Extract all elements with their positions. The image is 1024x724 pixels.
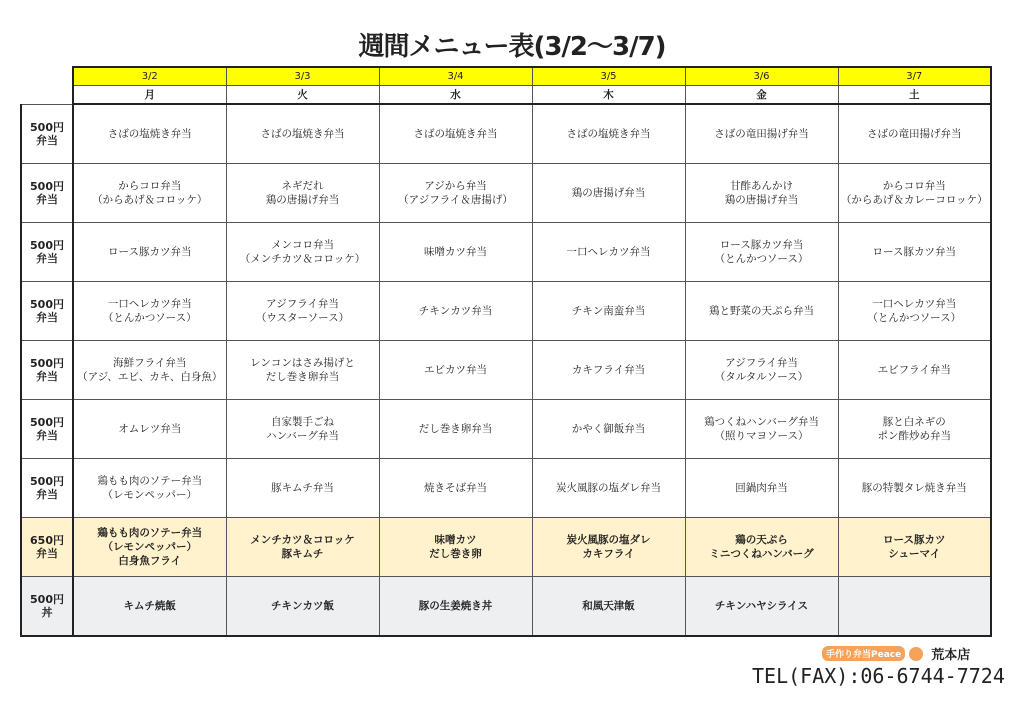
menu-row xyxy=(21,223,991,282)
menu-item: 豚キムチ弁当 xyxy=(226,459,379,518)
price-label: 500円 弁当 xyxy=(21,164,73,223)
date-header: 3/2 xyxy=(73,67,226,86)
price-label: 500円 弁当 xyxy=(21,104,73,164)
menu-item: 味噌カツ だし巻き卵 xyxy=(379,518,532,577)
menu-item: エビフライ弁当 xyxy=(838,341,991,400)
price-label: 500円 弁当 xyxy=(21,400,73,459)
menu-item: からコロ弁当 （からあげ＆コロッケ） xyxy=(73,164,226,223)
menu-item: チキンカツ飯 xyxy=(226,577,379,637)
price-label: 500円 弁当 xyxy=(21,223,73,282)
menu-item: チキンハヤシライス xyxy=(685,577,838,637)
weekday-header: 火 xyxy=(226,86,379,105)
menu-item: 炭火風豚の塩ダレ弁当 xyxy=(532,459,685,518)
menu-item: 炭火風豚の塩ダレ カキフライ xyxy=(532,518,685,577)
menu-item: からコロ弁当 （からあげ＆カレーコロッケ） xyxy=(838,164,991,223)
menu-item: 一口ヘレカツ弁当 （とんかつソース） xyxy=(838,282,991,341)
menu-item: 豚と白ネギの ポン酢炒め弁当 xyxy=(838,400,991,459)
menu-item: 鶏の唐揚げ弁当 xyxy=(532,164,685,223)
menu-item: ロース豚カツ弁当 xyxy=(73,223,226,282)
menu-row xyxy=(21,577,991,637)
menu-item: メンコロ弁当 （メンチカツ＆コロッケ） xyxy=(226,223,379,282)
menu-row xyxy=(21,459,991,518)
menu-item: 鶏と野菜の天ぷら弁当 xyxy=(685,282,838,341)
menu-item: だし巻き卵弁当 xyxy=(379,400,532,459)
menu-item: 豚の生姜焼き丼 xyxy=(379,577,532,637)
weekday-header: 水 xyxy=(379,86,532,105)
menu-item: オムレツ弁当 xyxy=(73,400,226,459)
weekday-header: 金 xyxy=(685,86,838,105)
menu-item: ネギだれ 鶏の唐揚げ弁当 xyxy=(226,164,379,223)
menu-item: チキンカツ弁当 xyxy=(379,282,532,341)
date-header: 3/6 xyxy=(685,67,838,86)
menu-item: アジフライ弁当 （タルタルソース） xyxy=(685,341,838,400)
logo-mark-icon xyxy=(909,647,923,661)
menu-item: カキフライ弁当 xyxy=(532,341,685,400)
date-row xyxy=(21,67,991,86)
menu-table xyxy=(20,66,992,637)
weekday-header: 木 xyxy=(532,86,685,105)
weekday-header: 土 xyxy=(838,86,991,105)
menu-item: エビカツ弁当 xyxy=(379,341,532,400)
menu-row xyxy=(21,341,991,400)
menu-item: 焼きそば弁当 xyxy=(379,459,532,518)
weekday-row xyxy=(21,86,991,105)
menu-item: 鶏もも肉のソテー弁当 （レモンペッパー） xyxy=(73,459,226,518)
menu-item: 一口ヘレカツ弁当 xyxy=(532,223,685,282)
blank-cell xyxy=(21,86,73,105)
menu-item: 甘酢あんかけ 鶏の唐揚げ弁当 xyxy=(685,164,838,223)
menu-row xyxy=(21,164,991,223)
menu-item: かやく御飯弁当 xyxy=(532,400,685,459)
menu-item: ロース豚カツ弁当 （とんかつソース） xyxy=(685,223,838,282)
menu-item: 和風天津飯 xyxy=(532,577,685,637)
menu-item: 自家製手ごね ハンバーグ弁当 xyxy=(226,400,379,459)
menu-item: 海鮮フライ弁当 （アジ、エビ、カキ、白身魚） xyxy=(73,341,226,400)
shop-info xyxy=(822,644,970,663)
blank-cell xyxy=(21,67,73,86)
price-label: 500円 弁当 xyxy=(21,282,73,341)
menu-row xyxy=(21,104,991,164)
menu-row xyxy=(21,400,991,459)
menu-item: アジフライ弁当 （ウスターソース） xyxy=(226,282,379,341)
menu-row xyxy=(21,518,991,577)
menu-item: レンコンはさみ揚げと だし巻き卵弁当 xyxy=(226,341,379,400)
page-title: 週間メニュー表(3/2～3/7) xyxy=(358,32,666,62)
menu-item: さばの塩焼き弁当 xyxy=(226,104,379,164)
menu-item: 豚の特製タレ焼き弁当 xyxy=(838,459,991,518)
menu-row xyxy=(21,282,991,341)
menu-item: さばの竜田揚げ弁当 xyxy=(685,104,838,164)
date-header: 3/4 xyxy=(379,67,532,86)
menu-item: さばの塩焼き弁当 xyxy=(532,104,685,164)
menu-item: 味噌カツ弁当 xyxy=(379,223,532,282)
date-header: 3/5 xyxy=(532,67,685,86)
menu-item xyxy=(838,577,991,637)
menu-item: さばの塩焼き弁当 xyxy=(379,104,532,164)
price-label: 500円 弁当 xyxy=(21,459,73,518)
menu-item: ロース豚カツ シューマイ xyxy=(838,518,991,577)
date-header: 3/3 xyxy=(226,67,379,86)
menu-item: キムチ焼飯 xyxy=(73,577,226,637)
menu-item: アジから弁当 （アジフライ＆唐揚げ） xyxy=(379,164,532,223)
menu-item: 鶏もも肉のソテー弁当 （レモンペッパー） 白身魚フライ xyxy=(73,518,226,577)
price-label: 650円 弁当 xyxy=(21,518,73,577)
date-header: 3/7 xyxy=(838,67,991,86)
menu-item: 鶏つくねハンバーグ弁当 （照りマヨソース） xyxy=(685,400,838,459)
menu-item: チキン南蛮弁当 xyxy=(532,282,685,341)
price-label: 500円 丼 xyxy=(21,577,73,637)
shop-name: 荒本店 xyxy=(931,648,971,663)
menu-item: 回鍋肉弁当 xyxy=(685,459,838,518)
shop-logo: 手作り弁当Peace xyxy=(822,646,905,661)
menu-item: 鶏の天ぷら ミニつくねハンバーグ xyxy=(685,518,838,577)
menu-item: 一口ヘレカツ弁当 （とんかつソース） xyxy=(73,282,226,341)
menu-item: ロース豚カツ弁当 xyxy=(838,223,991,282)
price-label: 500円 弁当 xyxy=(21,341,73,400)
menu-item: さばの塩焼き弁当 xyxy=(73,104,226,164)
menu-item: メンチカツ＆コロッケ 豚キムチ xyxy=(226,518,379,577)
menu-item: さばの竜田揚げ弁当 xyxy=(838,104,991,164)
phone-number: TEL(FAX):06-6744-7724 xyxy=(752,664,1005,688)
weekday-header: 月 xyxy=(73,86,226,105)
